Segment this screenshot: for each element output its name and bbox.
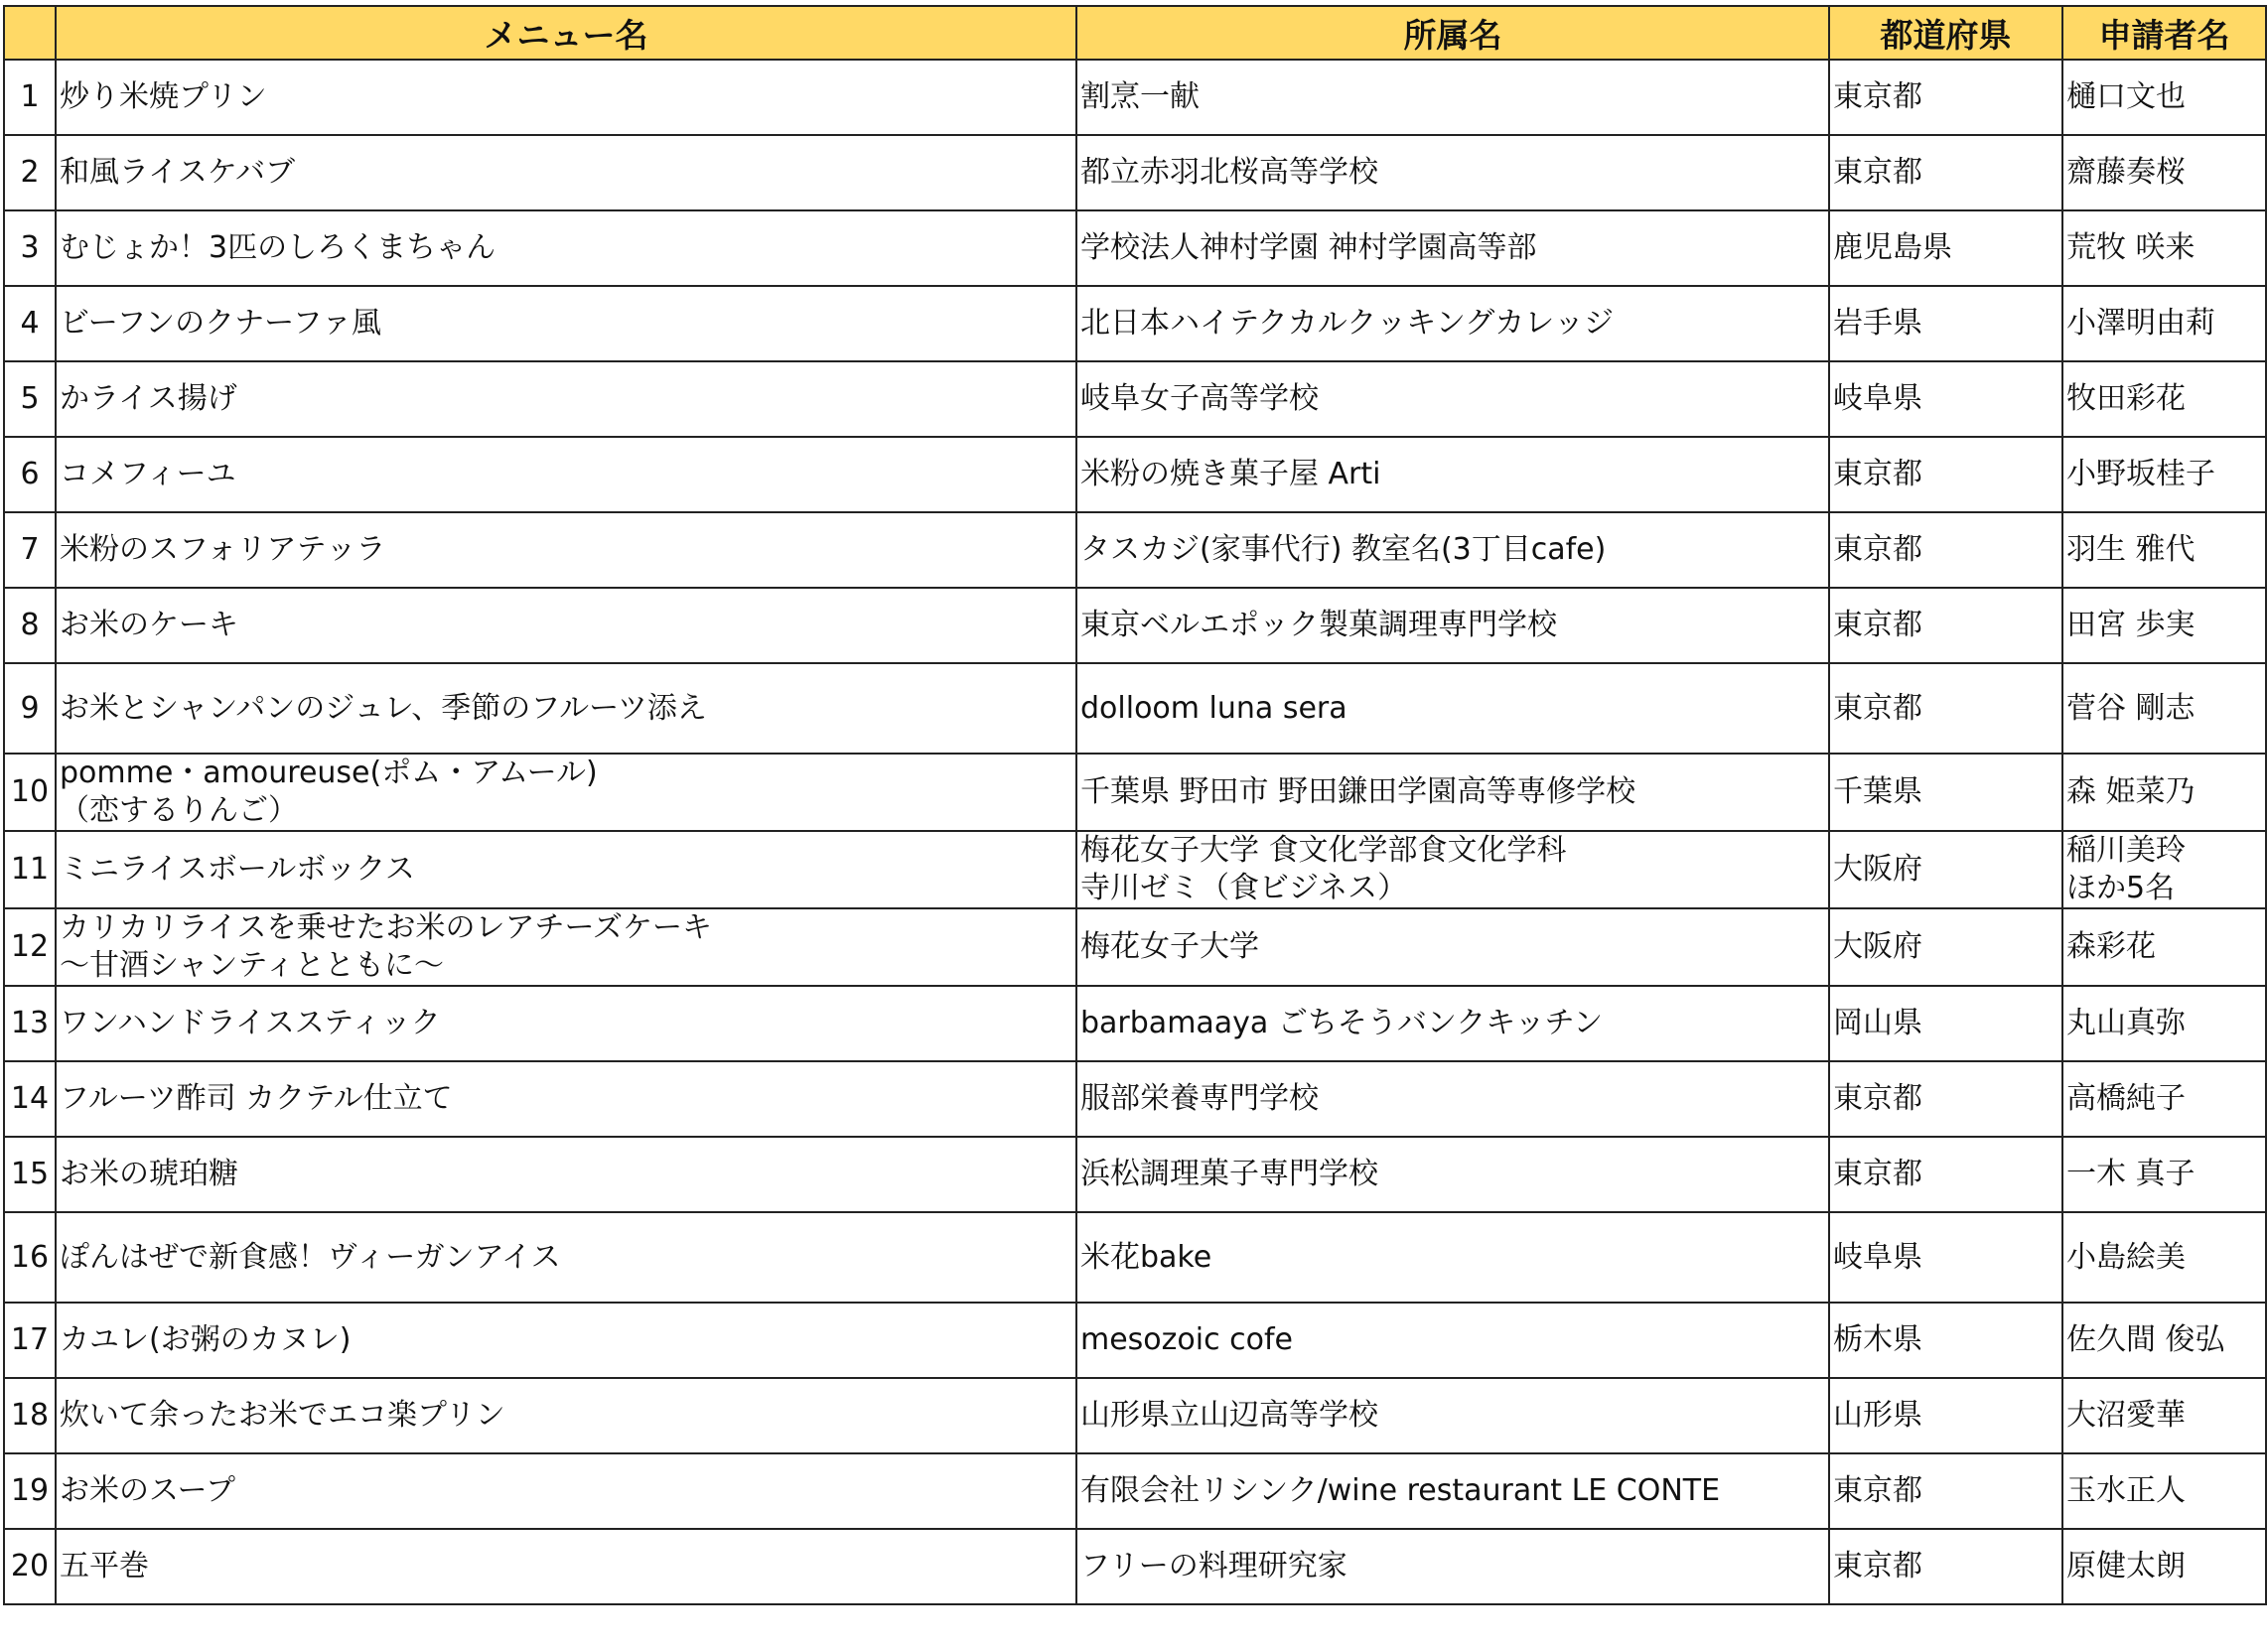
prefecture-cell: 東京都 — [1829, 1137, 2062, 1212]
prefecture-cell: 東京都 — [1829, 1061, 2062, 1137]
menu-name-cell: フルーツ酢司 カクテル仕立て — [56, 1061, 1076, 1137]
applicant-cell: 高橋純子 — [2062, 1061, 2266, 1137]
table-row — [4, 1529, 2266, 1604]
number-cell: 15 — [4, 1137, 56, 1212]
organization-cell: 服部栄養専門学校 — [1076, 1061, 1829, 1137]
organization-cell: 有限会社リシンク/wine restaurant LE CONTE — [1076, 1453, 1829, 1529]
applicant-cell: 丸山真弥 — [2062, 986, 2266, 1061]
prefecture-cell: 東京都 — [1829, 512, 2062, 588]
number-cell: 20 — [4, 1529, 56, 1604]
applicant-cell: 菅谷 剛志 — [2062, 663, 2266, 754]
prefecture-cell: 東京都 — [1829, 663, 2062, 754]
menu-name-cell: pomme・amoureuse(ポム・アムール) （恋するりんご） — [56, 754, 1076, 831]
applicant-cell: 大沼愛華 — [2062, 1378, 2266, 1453]
table-row — [4, 361, 2266, 437]
organization-cell: 浜松調理菓子専門学校 — [1076, 1137, 1829, 1212]
number-cell: 17 — [4, 1303, 56, 1378]
number-cell: 7 — [4, 512, 56, 588]
table-row — [4, 831, 2266, 908]
applicant-cell: 荒牧 咲来 — [2062, 210, 2266, 286]
prefecture-cell: 東京都 — [1829, 1529, 2062, 1604]
table-row — [4, 1378, 2266, 1453]
menu-name-cell: お米のスープ — [56, 1453, 1076, 1529]
number-cell: 16 — [4, 1212, 56, 1303]
prefecture-cell: 東京都 — [1829, 1453, 2062, 1529]
organization-cell: 割烹一献 — [1076, 60, 1829, 135]
number-cell: 2 — [4, 135, 56, 210]
menu-name-cell: お米とシャンパンのジュレ、季節のフルーツ添え — [56, 663, 1076, 754]
prefecture-cell: 千葉県 — [1829, 754, 2062, 831]
table-row — [4, 512, 2266, 588]
applicant-cell: 羽生 雅代 — [2062, 512, 2266, 588]
organization-cell: 米粉の焼き菓子屋 Arti — [1076, 437, 1829, 512]
applicant-cell: 森 姫菜乃 — [2062, 754, 2266, 831]
organization-cell: 学校法人神村学園 神村学園高等部 — [1076, 210, 1829, 286]
organization-cell: フリーの料理研究家 — [1076, 1529, 1829, 1604]
organization-cell: 山形県立山辺高等学校 — [1076, 1378, 1829, 1453]
organization-cell: タスカジ(家事代行) 教室名(3丁目cafe) — [1076, 512, 1829, 588]
number-cell: 10 — [4, 754, 56, 831]
header-prefecture: 都道府県 — [1829, 6, 2062, 60]
menu-name-cell: お米の琥珀糖 — [56, 1137, 1076, 1212]
applicant-cell: 玉水正人 — [2062, 1453, 2266, 1529]
header-number — [4, 6, 56, 60]
number-cell: 5 — [4, 361, 56, 437]
menu-name-cell: コメフィーユ — [56, 437, 1076, 512]
menu-table — [3, 5, 2267, 1605]
organization-cell: 東京ベルエポック製菓調理専門学校 — [1076, 588, 1829, 663]
organization-cell: dolloom luna sera — [1076, 663, 1829, 754]
number-cell: 13 — [4, 986, 56, 1061]
menu-name-cell: 和風ライスケバブ — [56, 135, 1076, 210]
organization-cell: mesozoic cofe — [1076, 1303, 1829, 1378]
applicant-cell: 森彩花 — [2062, 908, 2266, 986]
table-row — [4, 1303, 2266, 1378]
header-applicant: 申請者名 — [2062, 6, 2266, 60]
table-row — [4, 1137, 2266, 1212]
menu-name-cell: ビーフンのクナーファ風 — [56, 286, 1076, 361]
number-cell: 9 — [4, 663, 56, 754]
table-row — [4, 286, 2266, 361]
organization-cell: 梅花女子大学 — [1076, 908, 1829, 986]
table-row — [4, 663, 2266, 754]
prefecture-cell: 岡山県 — [1829, 986, 2062, 1061]
menu-name-cell: カユレ(お粥のカヌレ) — [56, 1303, 1076, 1378]
organization-cell: 千葉県 野田市 野田鎌田学園高等専修学校 — [1076, 754, 1829, 831]
prefecture-cell: 東京都 — [1829, 60, 2062, 135]
prefecture-cell: 大阪府 — [1829, 908, 2062, 986]
prefecture-cell: 大阪府 — [1829, 831, 2062, 908]
menu-name-cell: 米粉のスフォリアテッラ — [56, 512, 1076, 588]
prefecture-cell: 岐阜県 — [1829, 1212, 2062, 1303]
menu-name-cell: むじょか！3匹のしろくまちゃん — [56, 210, 1076, 286]
table-row — [4, 1212, 2266, 1303]
organization-cell: barbamaaya ごちそうバンクキッチン — [1076, 986, 1829, 1061]
organization-cell: 北日本ハイテクカルクッキングカレッジ — [1076, 286, 1829, 361]
table-row — [4, 1453, 2266, 1529]
number-cell: 6 — [4, 437, 56, 512]
organization-cell: 梅花女子大学 食文化学部食文化学科 寺川ゼミ（食ビジネス） — [1076, 831, 1829, 908]
applicant-cell: 小島絵美 — [2062, 1212, 2266, 1303]
table-body — [4, 60, 2266, 1604]
table-row — [4, 60, 2266, 135]
header-row — [4, 6, 2266, 60]
prefecture-cell: 東京都 — [1829, 588, 2062, 663]
header-menu-name: メニュー名 — [56, 6, 1076, 60]
number-cell: 19 — [4, 1453, 56, 1529]
applicant-cell: 小野坂桂子 — [2062, 437, 2266, 512]
organization-cell: 都立赤羽北桜高等学校 — [1076, 135, 1829, 210]
prefecture-cell: 岩手県 — [1829, 286, 2062, 361]
table-row — [4, 135, 2266, 210]
menu-name-cell: ミニライスボールボックス — [56, 831, 1076, 908]
table-row — [4, 1061, 2266, 1137]
applicant-cell: 小澤明由莉 — [2062, 286, 2266, 361]
applicant-cell: 樋口文也 — [2062, 60, 2266, 135]
menu-name-cell: ワンハンドライススティック — [56, 986, 1076, 1061]
menu-name-cell: 五平巻 — [56, 1529, 1076, 1604]
applicant-cell: 原健太朗 — [2062, 1529, 2266, 1604]
applicant-cell: 齋藤奏桜 — [2062, 135, 2266, 210]
table-row — [4, 210, 2266, 286]
prefecture-cell: 栃木県 — [1829, 1303, 2062, 1378]
prefecture-cell: 東京都 — [1829, 437, 2062, 512]
applicant-cell: 佐久間 俊弘 — [2062, 1303, 2266, 1378]
number-cell: 12 — [4, 908, 56, 986]
number-cell: 8 — [4, 588, 56, 663]
organization-cell: 米花bake — [1076, 1212, 1829, 1303]
applicant-cell: 牧田彩花 — [2062, 361, 2266, 437]
prefecture-cell: 山形県 — [1829, 1378, 2062, 1453]
menu-name-cell: 炊いて余ったお米でエコ楽プリン — [56, 1378, 1076, 1453]
prefecture-cell: 鹿児島県 — [1829, 210, 2062, 286]
menu-name-cell: かライス揚げ — [56, 361, 1076, 437]
table-row — [4, 754, 2266, 831]
number-cell: 14 — [4, 1061, 56, 1137]
menu-name-cell: 炒り米焼プリン — [56, 60, 1076, 135]
applicant-cell: 田宮 歩実 — [2062, 588, 2266, 663]
table-row — [4, 437, 2266, 512]
menu-name-cell: ぽんはぜで新食感！ヴィーガンアイス — [56, 1212, 1076, 1303]
applicant-cell: 稲川美玲 ほか5名 — [2062, 831, 2266, 908]
header-organization: 所属名 — [1076, 6, 1829, 60]
table-row — [4, 908, 2266, 986]
table-row — [4, 588, 2266, 663]
menu-name-cell: お米のケーキ — [56, 588, 1076, 663]
table-row — [4, 986, 2266, 1061]
number-cell: 18 — [4, 1378, 56, 1453]
prefecture-cell: 岐阜県 — [1829, 361, 2062, 437]
number-cell: 3 — [4, 210, 56, 286]
organization-cell: 岐阜女子高等学校 — [1076, 361, 1829, 437]
number-cell: 4 — [4, 286, 56, 361]
menu-name-cell: カリカリライスを乗せたお米のレアチーズケーキ ～甘酒シャンティとともに～ — [56, 908, 1076, 986]
number-cell: 1 — [4, 60, 56, 135]
number-cell: 11 — [4, 831, 56, 908]
applicant-cell: 一木 真子 — [2062, 1137, 2266, 1212]
prefecture-cell: 東京都 — [1829, 135, 2062, 210]
